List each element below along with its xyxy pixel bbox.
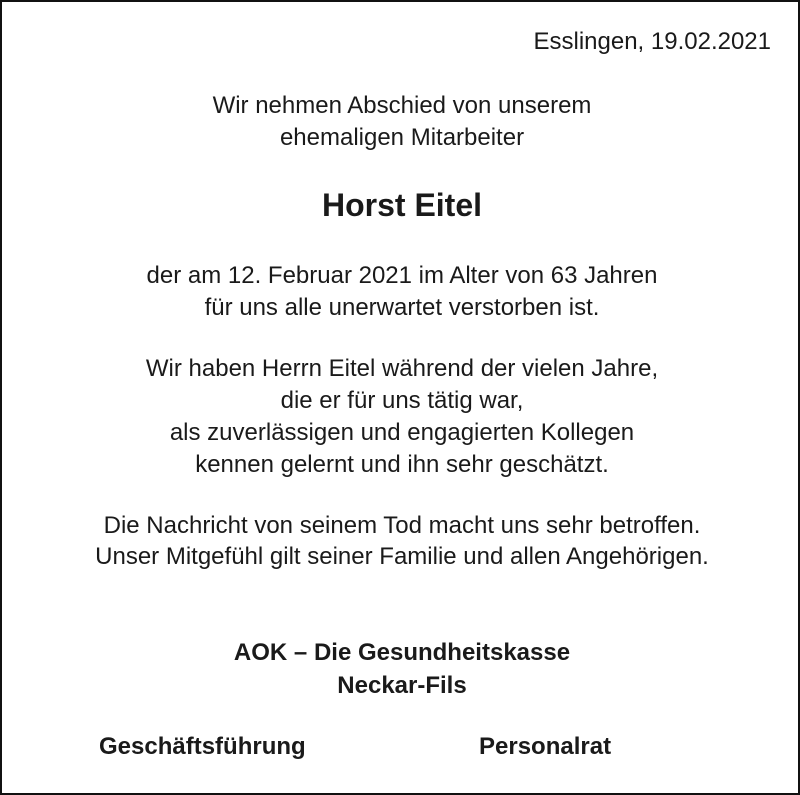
deceased-name: Horst Eitel: [321, 187, 483, 223]
death-info: [2, 260, 800, 324]
signatory-staff-council: Personalrat: [479, 733, 612, 760]
tribute-text: [2, 353, 800, 481]
tribute-line: Wir haben Herrn Eitel während der vielen Jahre,: [145, 355, 659, 382]
condolence-line: Die Nachricht von seinem Tod macht uns sehr betroffen.: [103, 512, 701, 539]
tribute-line: als zuverlässigen und engagierten Kollegen: [169, 419, 635, 446]
death-info-line: der am 12. Februar 2021 im Alter von 63 Jahren: [146, 262, 658, 289]
condolence-line: Unser Mitgefühl gilt seiner Familie und allen Angehörigen.: [95, 543, 709, 570]
signatory-management: Geschäftsführung: [99, 733, 306, 760]
intro-text: [2, 90, 800, 154]
tribute-line: kennen gelernt und ihn sehr geschätzt.: [195, 451, 609, 478]
intro-line: Wir nehmen Abschied von unserem: [212, 92, 592, 119]
intro-line: ehemaligen Mitarbeiter: [279, 124, 525, 151]
death-info-line: für uns alle unerwartet verstorben ist.: [204, 294, 600, 321]
organization-name: AOK – Die Gesundheitskasse: [233, 639, 571, 666]
tribute-line: die er für uns tätig war,: [280, 387, 524, 414]
condolence-text: [2, 510, 800, 572]
organization-region: Neckar-Fils: [337, 672, 467, 699]
place-date: Esslingen, 19.02.2021: [533, 28, 771, 55]
organization: [2, 636, 800, 702]
